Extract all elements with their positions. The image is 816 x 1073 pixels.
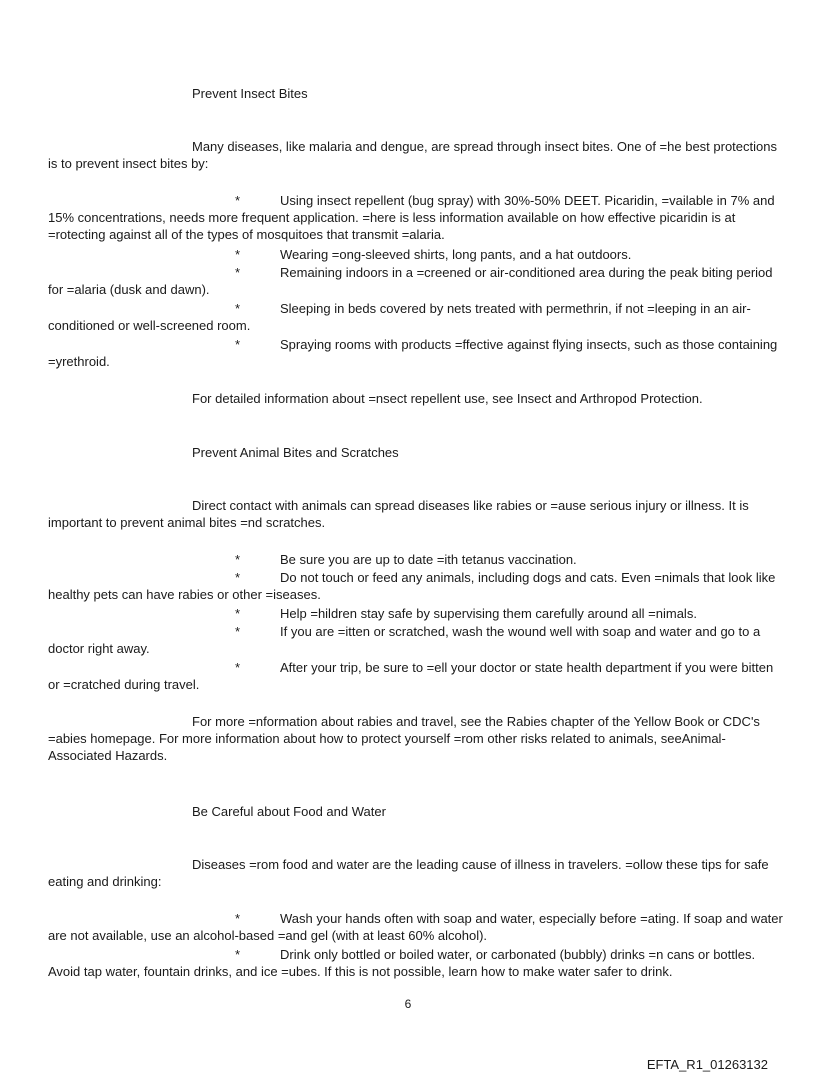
bullet-item xyxy=(48,336,788,370)
paragraph: Diseases =rom food and water are the leading cause of illness in travelers. =ollow these tips for safe eating and drinking: xyxy=(48,857,769,889)
bullet-item xyxy=(48,605,788,622)
bullet-text: Wash your hands often with soap and water, especially before =ating. If soap and water are not available, use an alcohol-based =and gel (with at least 60% alcohol). xyxy=(48,911,783,943)
paragraph: For more =nformation about rabies and travel, see the Rabies chapter of the Yellow Book or CDC's =abies homepage. For more information about how to protect yourself =rom other risks related to animals, seeAnimal-Associated Hazards. xyxy=(48,714,760,763)
bullet-text: Using insect repellent (bug spray) with 30%-50% DEET. Picaridin, =vailable in 7% and 15% concentrations, needs more frequent application. =here is less information available on how effective picaridin is at =rotecting against all of the types of mosquitoes that transmit =alaria. xyxy=(48,193,775,242)
bullet-marker: * xyxy=(234,247,240,262)
document-id: EFTA_R1_01263132 xyxy=(646,1057,768,1072)
bullet-item xyxy=(48,264,788,298)
bullet-marker: * xyxy=(234,570,240,585)
bullet-marker: * xyxy=(234,606,240,621)
section-heading: Be Careful about Food and Water xyxy=(192,804,386,819)
bullet-text: Spraying rooms with products =ffective against flying insects, such as those containing =yrethroid. xyxy=(48,337,778,369)
bullet-text: Help =hildren stay safe by supervising them carefully around all =nimals. xyxy=(280,606,697,621)
bullet-text: Be sure you are up to date =ith tetanus vaccination. xyxy=(280,552,577,567)
bullet-item xyxy=(48,300,788,334)
bullet-item xyxy=(48,192,788,243)
bullet-marker: * xyxy=(234,947,240,962)
bullet-marker: * xyxy=(234,624,240,639)
paragraph: Many diseases, like malaria and dengue, are spread through insect bites. One of =he best protections is to prevent insect bites by: xyxy=(48,139,777,171)
paragraph: Direct contact with animals can spread diseases like rabies or =ause serious injury or illness. It is important to prevent animal bites =nd scratches. xyxy=(48,498,749,530)
bullet-text: Do not touch or feed any animals, including dogs and cats. Even =nimals that look like healthy pets can have rabies or other =iseases. xyxy=(48,570,776,602)
bullet-marker: * xyxy=(234,301,240,316)
bullet-item xyxy=(48,569,788,603)
bullet-marker: * xyxy=(234,337,240,352)
bullet-item xyxy=(48,623,788,657)
bullet-item xyxy=(48,659,788,693)
bullet-marker: * xyxy=(234,660,240,675)
section-heading: Prevent Animal Bites and Scratches xyxy=(192,445,399,460)
bullet-item xyxy=(48,246,788,263)
bullet-item xyxy=(48,910,788,944)
bullet-item xyxy=(48,946,788,980)
page-number: 6 xyxy=(404,997,412,1011)
bullet-marker: * xyxy=(234,911,240,926)
paragraph: For detailed information about =nsect repellent use, see Insect and Arthropod Protection. xyxy=(192,391,703,406)
bullet-marker: * xyxy=(234,265,240,280)
section-heading: Prevent Insect Bites xyxy=(192,86,308,101)
bullet-text: If you are =itten or scratched, wash the wound well with soap and water and go to a doctor right away. xyxy=(48,624,761,656)
bullet-text: Sleeping in beds covered by nets treated with permethrin, if not =leeping in an air-conditioned or well-screened room. xyxy=(48,301,751,333)
bullet-marker: * xyxy=(234,552,240,567)
bullet-text: After your trip, be sure to =ell your doctor or state health department if you were bitten or =cratched during travel. xyxy=(48,660,774,692)
bullet-item xyxy=(48,551,788,568)
bullet-marker: * xyxy=(234,193,240,208)
bullet-text: Remaining indoors in a =creened or air-conditioned area during the peak biting period for =alaria (dusk and dawn). xyxy=(48,265,773,297)
bullet-text: Wearing =ong-sleeved shirts, long pants, and a hat outdoors. xyxy=(280,247,632,262)
bullet-text: Drink only bottled or boiled water, or carbonated (bubbly) drinks =n cans or bottles. Avoid tap water, fountain drinks, and ice =ubes. If this is not possible, learn how to make water safer to drink. xyxy=(48,947,756,979)
